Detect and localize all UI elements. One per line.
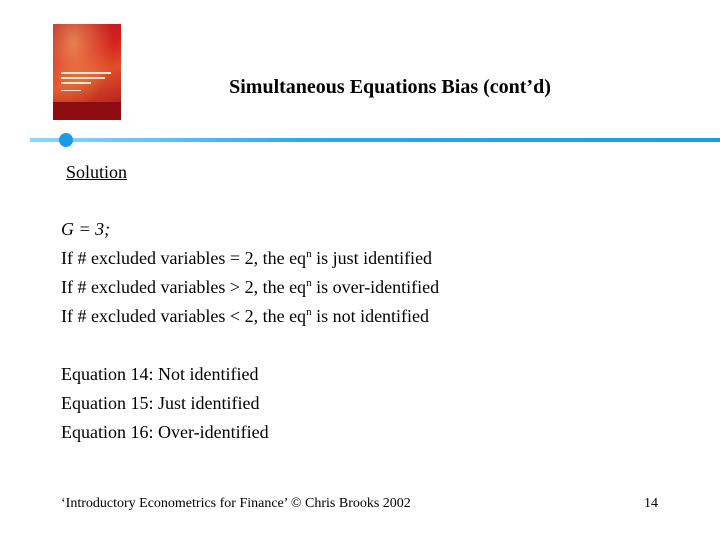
- book-cover-author-line: [61, 90, 81, 91]
- section-heading: Solution: [66, 162, 128, 182]
- rule-line: If # excluded variables > 2, the $eq^n$ is over-identified: [61, 277, 440, 297]
- title-divider-dot: [59, 133, 73, 147]
- book-cover-title-line: [61, 72, 111, 74]
- rule-line: [61, 215, 439, 244]
- rule-text: G = 3;: [61, 219, 111, 239]
- slide-title: Simultaneous Equations Bias (cont’d): [229, 76, 551, 98]
- rule-line: If # excluded variables < 2, the $eq^n$ is not identified: [61, 306, 430, 326]
- equation-line: Equation 16: Over-identified: [61, 422, 269, 442]
- book-cover-band: [53, 102, 121, 120]
- slide-body: [61, 215, 439, 447]
- footer-citation: ‘Introductory Econometrics for Finance’ © Chris Brooks 2002: [61, 496, 411, 511]
- title-divider: [30, 137, 720, 143]
- title-divider-line: [30, 138, 720, 142]
- equation-line: Equation 14: Not identified: [61, 364, 259, 384]
- book-cover-title-line: [61, 82, 91, 84]
- book-cover-image: [53, 24, 121, 120]
- spacer: [61, 331, 439, 360]
- page-number: 14: [644, 496, 658, 511]
- book-cover-title-line: [61, 77, 105, 79]
- rule-line: If # excluded variables = 2, the $eq^n$ is just identified: [61, 248, 433, 268]
- equation-line: Equation 15: Just identified: [61, 393, 260, 413]
